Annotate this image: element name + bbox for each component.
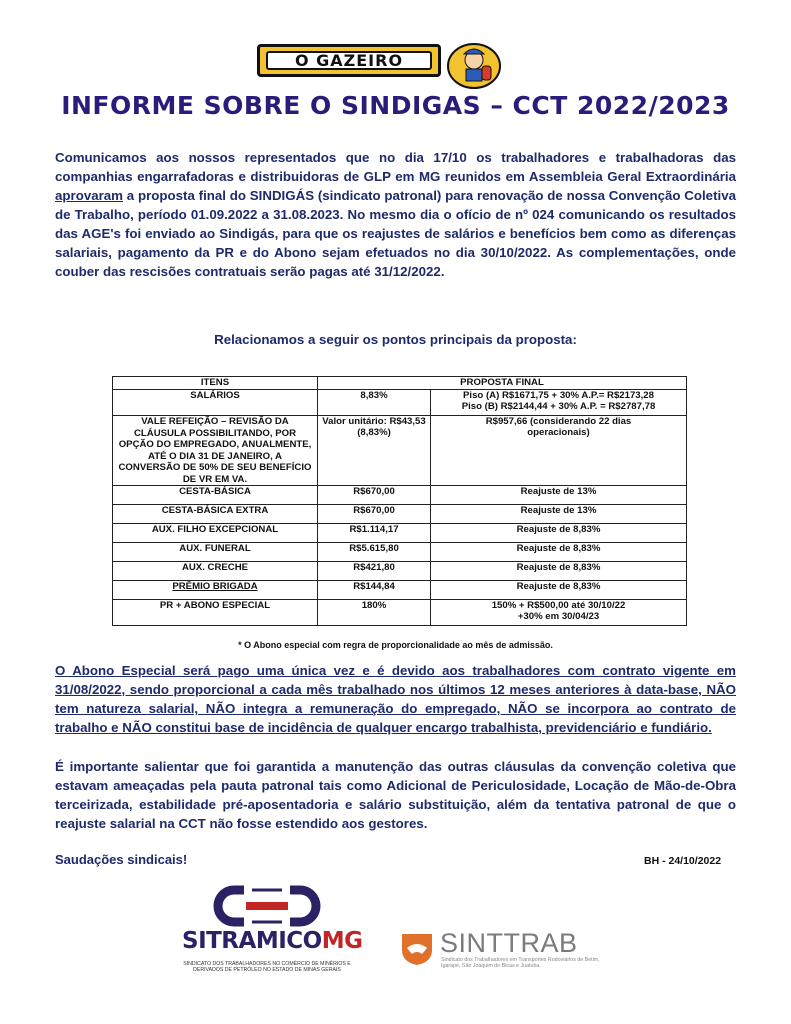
sinttrab-logo-icon (398, 928, 436, 966)
row-detail: Reajuste de 13% (431, 486, 687, 505)
row-value: R$5.615,80 (318, 543, 431, 562)
row-detail: R$957,66 (considerando 22 dias operacionais) (431, 416, 687, 486)
sinttrab-name: SINTTRAB (440, 928, 578, 958)
row-value: R$421,80 (318, 562, 431, 581)
row-item: SALÁRIOS (113, 390, 318, 416)
row-value: R$670,00 (318, 505, 431, 524)
table-row (113, 600, 687, 626)
row-item: AUX. FILHO EXCEPCIONAL (113, 524, 318, 543)
header-items: ITENS (113, 377, 318, 390)
table-footnote: * O Abono especial com regra de proporcionalidade ao mês de admissão. (238, 640, 553, 650)
gazeiro-logo-text: O GAZEIRO (266, 51, 432, 70)
header-proposal: PROPOSTA FINAL (318, 377, 687, 390)
table-intro: Relacionamos a seguir os pontos principais da proposta: (214, 332, 577, 347)
row-item: AUX. FUNERAL (113, 543, 318, 562)
row-item: CESTA-BÁSICA EXTRA (113, 505, 318, 524)
table-row (113, 543, 687, 562)
row-detail: Piso (A) R$1671,75 + 30% A.P.= R$2173,28 Piso (B) R$2144,44 + 30% A.P. = R$2787,78 (431, 390, 687, 416)
intro-text-1: Comunicamos aos nossos representados que no dia 17/10 os trabalhadores e trabalhadoras das companhias engarrafadoras e distribuidoras de GLP em MG reunidos em Assembleia Geral Extraordinária (55, 150, 736, 184)
row-detail: Reajuste de 8,83% (431, 524, 687, 543)
table-row (113, 390, 687, 416)
row-detail: 150% + R$500,00 até 30/10/22 +30% em 30/04/23 (431, 600, 687, 626)
proposal-table (112, 376, 687, 626)
intro-text-underlined: aprovaram (55, 188, 123, 203)
row-value: R$1.114,17 (318, 524, 431, 543)
row-detail: Reajuste de 13% (431, 505, 687, 524)
row-item: PR + ABONO ESPECIAL (113, 600, 318, 626)
row-detail: Reajuste de 8,83% (431, 581, 687, 600)
table-row (113, 581, 687, 600)
abono-paragraph (55, 661, 736, 737)
page-title: INFORME SOBRE O SINDIGAS – CCT 2022/2023 (61, 91, 730, 120)
row-item: VALE REFEIÇÃO – REVISÃO DA CLÁUSULA POSSIBILITANDO, POR OPÇÃO DO EMPREGADO, ANUALMENTE, ATÉ O DIA 31 DE JANEIRO, A CONVERSÃO DE 50% DE SEU BENEFÍCIO DE VR EM VA. (113, 416, 318, 486)
row-item: AUX. CRECHE (113, 562, 318, 581)
intro-paragraph (55, 148, 736, 281)
table-row (113, 562, 687, 581)
row-detail: Reajuste de 8,83% (431, 562, 687, 581)
greeting: Saudações sindicais! (55, 852, 188, 867)
row-value: 180% (318, 600, 431, 626)
row-value: R$670,00 (318, 486, 431, 505)
mascot-icon (446, 40, 502, 90)
row-item: PRÊMIO BRIGADA (113, 581, 318, 600)
date-line: BH - 24/10/2022 (644, 855, 722, 867)
row-detail: Reajuste de 8,83% (431, 543, 687, 562)
row-item: CESTA-BÁSICA (113, 486, 318, 505)
row-value: 8,83% (318, 390, 431, 416)
gazeiro-logo (257, 44, 441, 77)
table-row (113, 524, 687, 543)
row-value: R$144,84 (318, 581, 431, 600)
table-row (113, 416, 687, 486)
table-row (113, 486, 687, 505)
table-header-row (113, 377, 687, 390)
intro-text-2: a proposta final do SINDIGÁS (sindicato patronal) para renovação de nossa Convenção Coletiva de Trabalho, período 01.09.2022 a 31.08.2023. No mesmo dia o ofício de nº 024 comunicando os resultados das AGE's foi enviado ao Sindigás, para que os reajustes de salários e benefícios bem como as diferenças salariais, pagamento da PR e do Abono sejam efetuados no dia 30/10/2022. As complementações, onde couber das rescisões contratuais serão pagas até 31/12/2022. (55, 188, 736, 279)
sinttrab-subtitle: Sindicato dos Trabalhadores em Transportes Rodoviários de Betim, Igarapé, São Joaquim de Bicas e Juatuba. (441, 957, 600, 969)
clauses-paragraph: É importante salientar que foi garantida a manutenção das outras cláusulas da convenção coletiva que estavam ameaçadas pela pauta patronal tais como Adicional de Periculosidade, Locação de Mão-de-Obra terceirizada, estabilidade pré-aposentadoria e salário substituição, além da tentativa patronal de que o reajuste salarial na CCT não fosse estendido aos gestores. (55, 759, 736, 831)
sitramico-name: SITRAMICOMG (182, 928, 363, 954)
abono-text: O Abono Especial será pago uma única vez e é devido aos trabalhadores com contrato vigente em 31/08/2022, sendo proporcional a cada mês trabalhado nos últimos 12 meses anteriores à data-base, NÃO tem natureza salarial, NÃO integra a remuneração do empregado, NÃO se incorpora ao contrato de trabalho e NÃO constitui base de incidência de qualquer encargo trabalhista, previdenciário e fundiário. (55, 663, 736, 735)
sitramico-subtitle: SINDICATO DOS TRABALHADORES NO COMÉRCIO DE MINÉRIOS E DERIVADOS DE PETRÓLEO NO ESTADO DE MINAS GERAIS (183, 961, 351, 973)
table-row (113, 505, 687, 524)
row-value: Valor unitário: R$43,53 (8,83%) (318, 416, 431, 486)
